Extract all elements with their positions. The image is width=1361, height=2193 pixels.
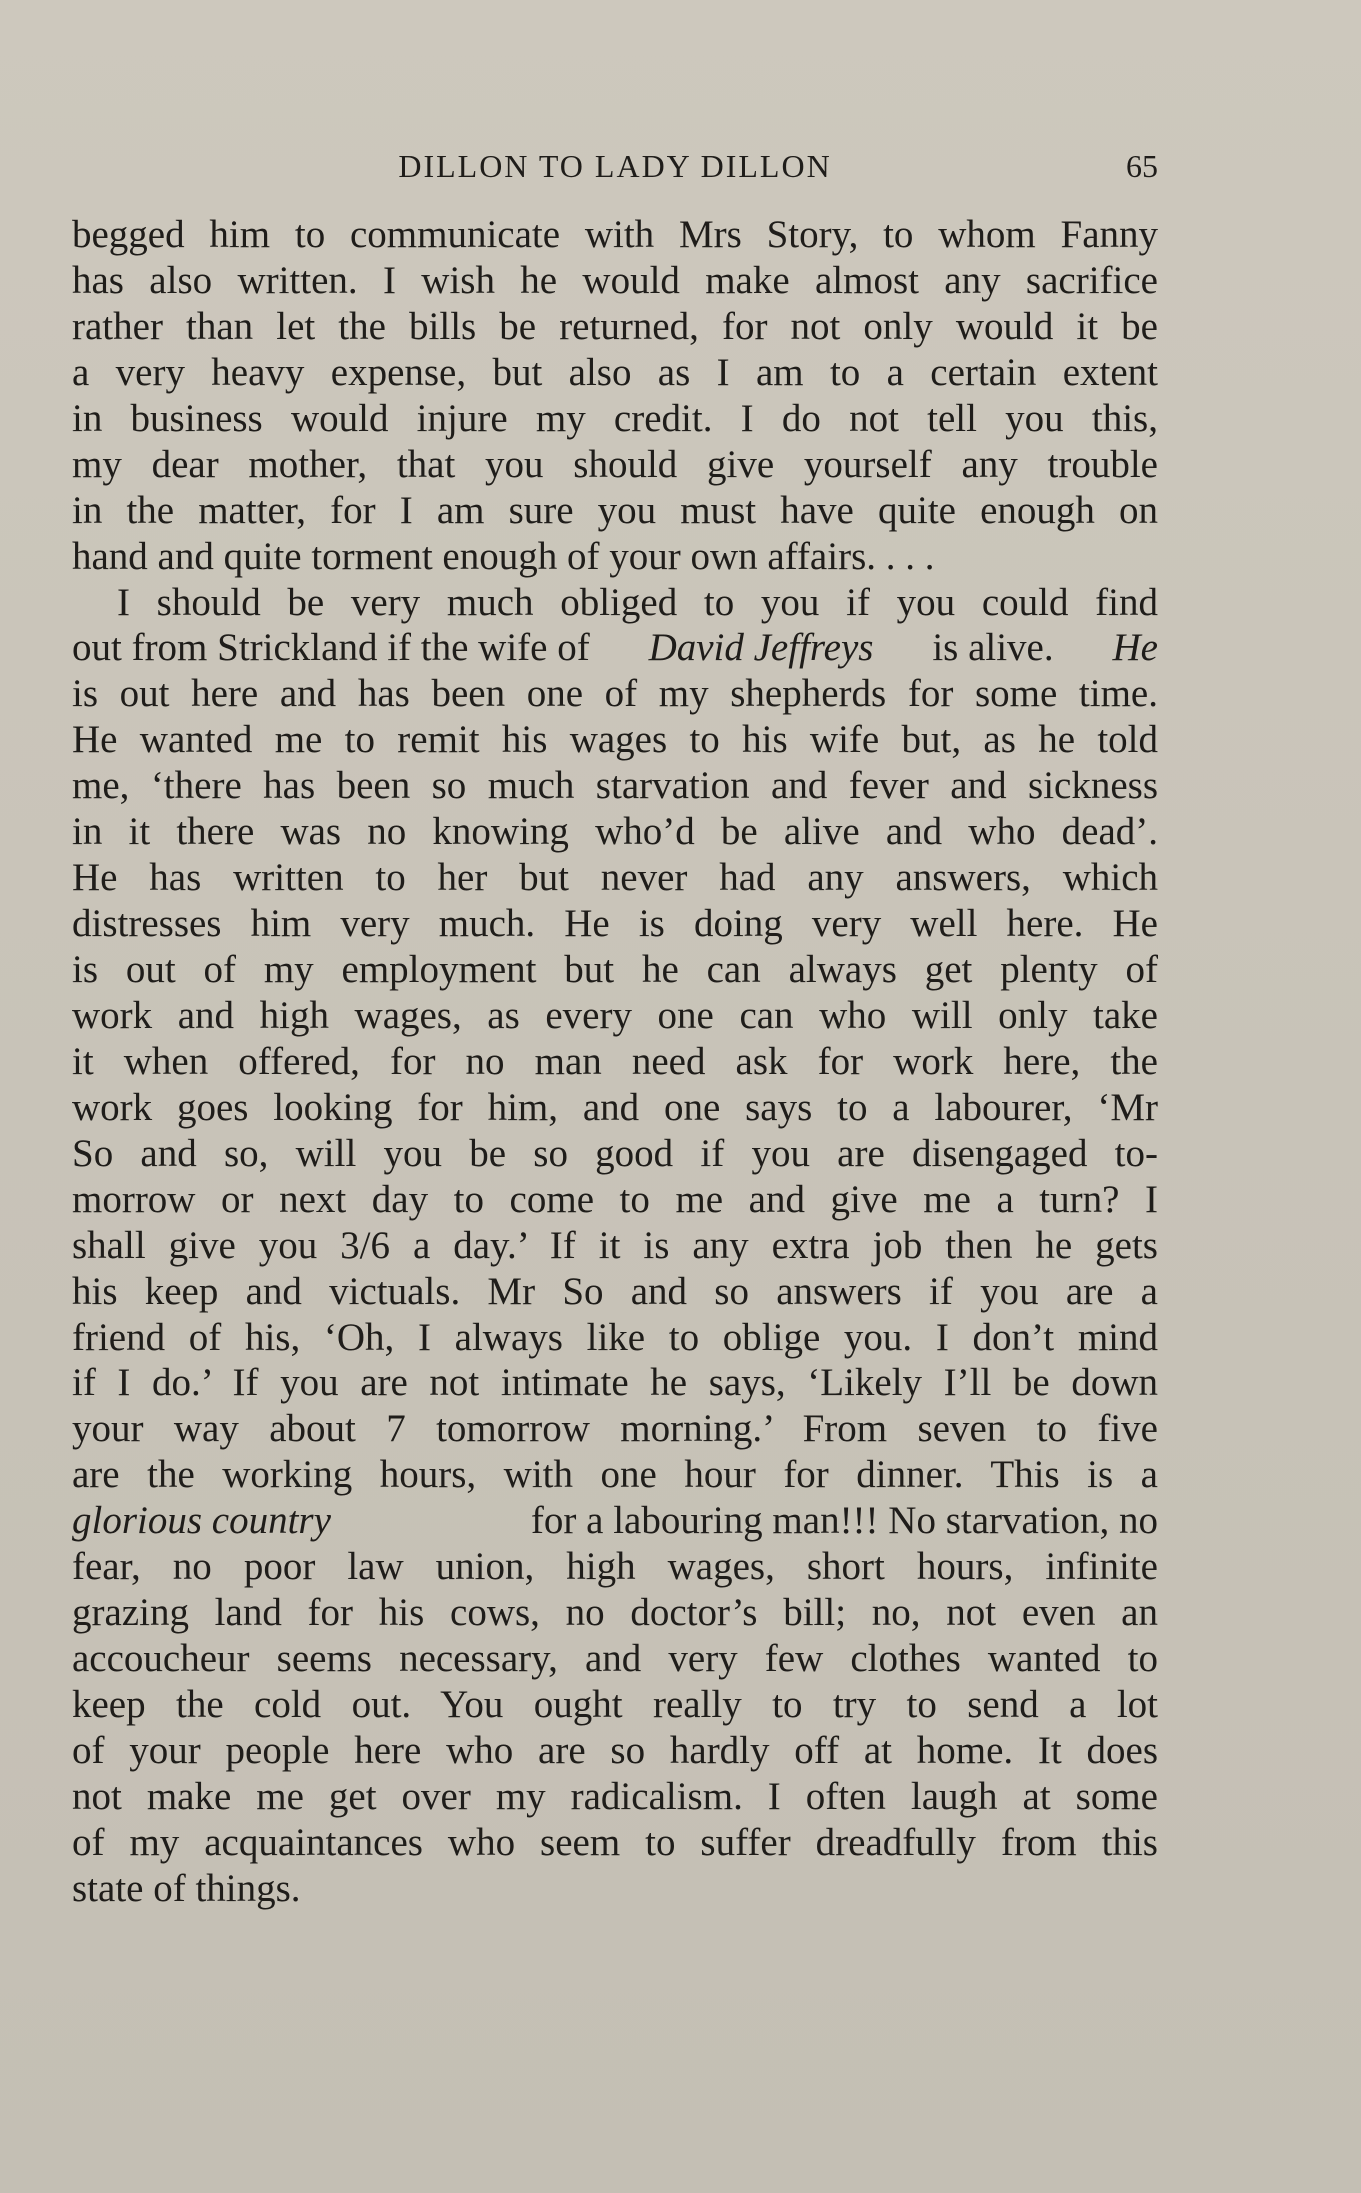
text-line: state of things. [72, 1866, 301, 1910]
text-line: So and so, will you be so good if you are disengaged to- [72, 1131, 1158, 1175]
text-line: a very heavy expense, but also as I am to a certain extent [72, 350, 1158, 394]
text-line: hand and quite torment enough of your own affairs. . . . [72, 534, 935, 578]
running-head [72, 148, 1158, 198]
italic-segment: glorious country [72, 1499, 331, 1543]
text-segment: is alive. [932, 626, 1054, 670]
text-line: I should be very much obliged to you if you could find [117, 580, 1158, 624]
text-line: me, ‘there has been so much starvation and fever and sickness [72, 764, 1158, 808]
text-line: distresses him very much. He is doing very well here. He [72, 902, 1158, 946]
text-line: begged him to communicate with Mrs Story, to whom Fanny [72, 213, 1158, 256]
text-line: has also written. I wish he would make almost any sacrifice [72, 258, 1158, 302]
text-line: it when offered, for no man need ask for work here, the [72, 1039, 1158, 1083]
text-line: his keep and victuals. Mr So and so answers if you are a [72, 1269, 1158, 1313]
text-line: work goes looking for him, and one says to a labourer, ‘Mr [72, 1085, 1158, 1129]
text-line: keep the cold out. You ought really to try to send a lot [72, 1683, 1158, 1726]
text-line: friend of his, ‘Oh, I always like to oblige you. I don’t mind [72, 1315, 1158, 1359]
text-line: in business would injure my credit. I do not tell you this, [72, 396, 1158, 440]
text-line: grazing land for his cows, no doctor’s bill; no, not even an [72, 1591, 1158, 1635]
text-line: He wanted me to remit his wages to his wife but, as he told [72, 718, 1158, 762]
text-line: He has written to her but never had any answers, which [72, 856, 1158, 900]
body-text [72, 212, 1158, 1912]
italic-segment: He [1112, 626, 1158, 670]
text-line: not make me get over my radicalism. I often laugh at some [72, 1774, 1158, 1818]
text-line: of my acquaintances who seem to suffer dreadfully from this [72, 1820, 1158, 1864]
text-line: accoucheur seems necessary, and very few clothes wanted to [72, 1637, 1158, 1681]
text-line: are the working hours, with one hour for dinner. This is a [72, 1453, 1158, 1497]
text-segment: for a labouring man!!! No starvation, no [530, 1499, 1158, 1543]
italic-segment: David Jeffreys [648, 626, 874, 670]
text-line: rather than let the bills be returned, for not only would it be [72, 304, 1158, 348]
text-line: is out of my employment but he can always get plenty of [72, 948, 1158, 991]
text-line: in the matter, for I am sure you must have quite enough on [72, 488, 1158, 532]
text-line: if I do.’ If you are not intimate he says, ‘Likely I’ll be down [72, 1361, 1158, 1405]
text-line: your way about 7 tomorrow morning.’ From seven to five [72, 1407, 1158, 1451]
text-line: of your people here who are so hardly off at home. It does [72, 1728, 1158, 1772]
text-segment: out from Strickland if the wife of [72, 626, 590, 670]
running-title: DILLON TO LADY DILLON [398, 148, 832, 184]
text-line: shall give you 3/6 a day.’ If it is any extra job then he gets [72, 1223, 1158, 1267]
text-line: fear, no poor law union, high wages, short hours, infinite [72, 1545, 1158, 1589]
text-line: my dear mother, that you should give yourself any trouble [72, 442, 1158, 486]
text-line: work and high wages, as every one can who will only take [72, 993, 1158, 1037]
page-number: 65 [1126, 148, 1158, 184]
text-line: in it there was no knowing who’d be alive and who dead’. [72, 810, 1158, 854]
text-line: morrow or next day to come to me and give me a turn? I [72, 1177, 1158, 1221]
text-line [72, 1498, 1158, 1544]
text-line [72, 625, 1158, 671]
text-line: is out here and has been one of my shepherds for some time. [72, 672, 1158, 716]
